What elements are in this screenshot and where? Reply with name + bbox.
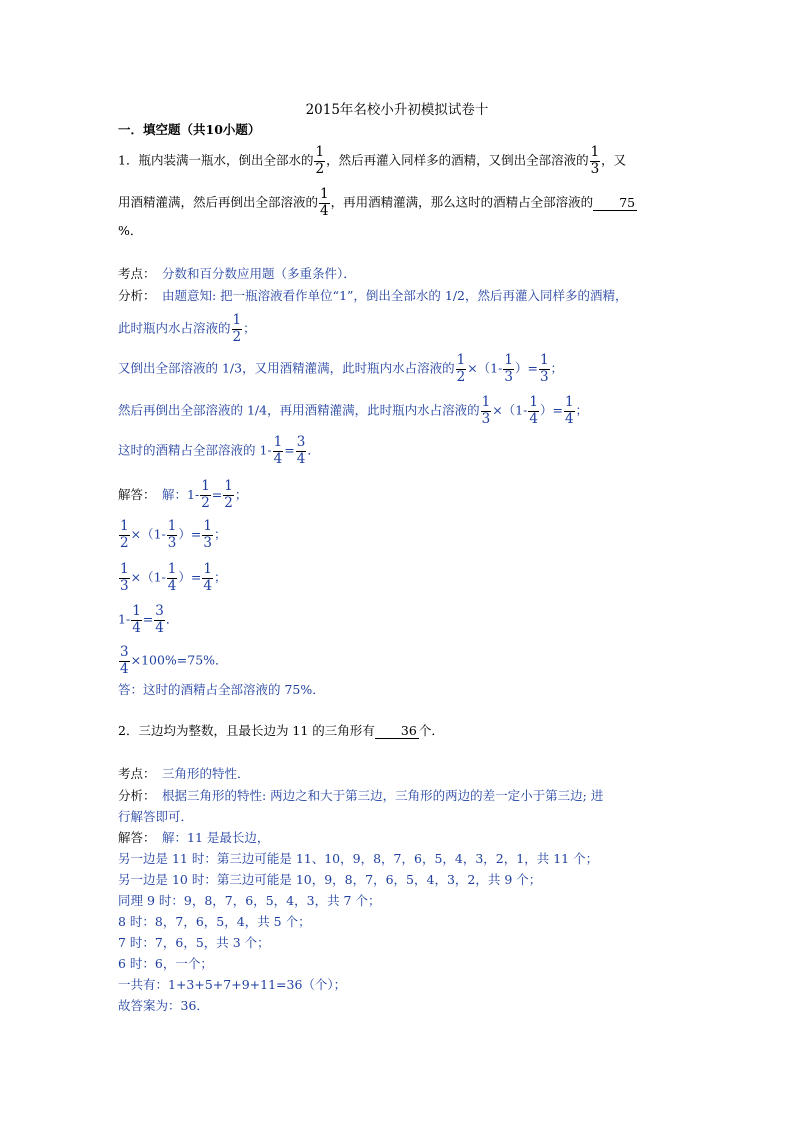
q2-step: 另一边是 10 时：第三边可能是 10，9，8，7，6，5，4，3，2，共 9 个； bbox=[118, 872, 542, 887]
fraction: $\frac{1}{4}$ bbox=[320, 186, 329, 219]
fraction: $\frac{1}{4}$ bbox=[203, 561, 212, 594]
fraction: $\frac{1}{4}$ bbox=[167, 561, 177, 594]
q1-final-answer: 答：这时的酒精占全部溶液的 75%． bbox=[118, 682, 325, 697]
fraction: $\frac{1}{3}$ bbox=[203, 518, 212, 551]
q1-line-1: 1．瓶内装满一瓶水，倒出全部水的 $\frac{1}{2}$ ，然后再灌入同样多的酒精，又倒出全部溶液的 $\frac{1}{3}$ ，又 bbox=[118, 144, 627, 177]
fraction: $\frac{1}{3}$ bbox=[504, 352, 513, 385]
q2-kaodian: 考点： 三角形的特性． bbox=[118, 766, 250, 781]
q1-fenxi-2: 此时瓶内水占溶液的 $\frac{1}{2}$ ； bbox=[118, 312, 256, 345]
q1-answer-blank: 75 bbox=[593, 195, 637, 211]
q2-final-answer: 故答案为：36． bbox=[118, 998, 209, 1013]
document-title: 2015年名校小升初模拟试卷十 bbox=[305, 102, 489, 118]
q1-line-3: %． bbox=[118, 223, 143, 238]
fraction: $\frac{1}{2}$ bbox=[224, 478, 233, 511]
fraction: $\frac{1}{4}$ bbox=[273, 434, 283, 467]
q1-kaodian: 考点： 分数和百分数应用题（多重条件）． bbox=[118, 266, 356, 281]
fraction: $\frac{1}{4}$ bbox=[529, 394, 538, 427]
q2-answer-blank: 36 bbox=[375, 723, 419, 739]
q2-fenxi-2: 行解答即可． bbox=[118, 809, 194, 824]
q1-fenxi-5: 这时的酒精占全部溶液的 1- $\frac{1}{4}$ = $\frac{3}{4}$ ． bbox=[118, 434, 320, 467]
fraction: $\frac{1}{2}$ bbox=[201, 478, 210, 511]
q2-jieda: 解答： 解：11 是最长边， bbox=[118, 830, 270, 845]
fraction: $\frac{3}{4}$ bbox=[296, 434, 306, 467]
fraction: $\frac{1}{3}$ bbox=[539, 352, 549, 385]
q2-number: 2． bbox=[118, 723, 139, 738]
fraction: $\frac{1}{3}$ bbox=[481, 394, 491, 427]
q2-line-1: 2．三边均为整数，且最长边为 11 的三角形有 36 个． bbox=[118, 723, 444, 738]
q1-jieda-4: 1- $\frac{1}{4}$ = $\frac{3}{4}$ ． bbox=[118, 603, 179, 636]
q1-jieda-1: 解答： 解：1- $\frac{1}{2}$ = $\frac{1}{2}$ ； bbox=[118, 478, 248, 511]
q2-step: 一共有：1+3+5+7+9+11=36（个）； bbox=[118, 977, 347, 992]
fraction: $\frac{1}{2}$ bbox=[232, 312, 242, 345]
q2-step: 另一边是 11 时：第三边可能是 11、10，9，8，7，6，5，4，3，2，1，共 11 个； bbox=[118, 851, 599, 866]
q1-jieda-3: $\frac{1}{3}$ ×（1- $\frac{1}{4}$ ）= $\frac{1}{4}$ ； bbox=[120, 561, 227, 594]
q2-step: 8 时：8，7，6，5，4，共 5 个； bbox=[118, 914, 311, 929]
fraction: $\frac{1}{2}$ bbox=[456, 352, 466, 385]
q2-step: 同理 9 时：9，8，7，6，5，4，3，共 7 个； bbox=[118, 893, 381, 908]
fraction: $\frac{1}{2}$ bbox=[120, 518, 129, 551]
fraction: $\frac{1}{3}$ bbox=[590, 144, 600, 177]
q1-fenxi-3: 又倒出全部溶液的 1/3，又用酒精灌满，此时瓶内水占溶液的 $\frac{1}{2}$ ×（1- $\frac{1}{3}$ ）= $\frac{1}{3}$ ； bbox=[118, 352, 564, 385]
q1-number: 1． bbox=[118, 152, 139, 168]
fraction: $\frac{1}{2}$ bbox=[315, 144, 325, 177]
fraction: $\frac{1}{3}$ bbox=[167, 518, 177, 551]
q2-fenxi-1: 分析： 根据三角形的特性: 两边之和大于第三边，三角形的两边的差一定小于第三边; 进 bbox=[118, 788, 604, 803]
q1-line-2: 用酒精灌满，然后再倒出全部溶液的 $\frac{1}{4}$ ，再用酒精灌满，那么这时的酒精占全部溶液的 75 bbox=[118, 186, 636, 219]
fraction: $\frac{1}{4}$ bbox=[564, 394, 574, 427]
fraction: $\frac{3}{4}$ bbox=[120, 644, 129, 677]
q1-jieda-5: $\frac{3}{4}$ ×100%=75%． bbox=[120, 644, 228, 677]
q1-fenxi-4: 然后再倒出全部溶液的 1/4，再用酒精灌满，此时瓶内水占溶液的 $\frac{1}{3}$ ×（1- $\frac{1}{4}$ ）= $\frac{1}{4}$ ； bbox=[118, 394, 589, 427]
fraction: $\frac{1}{4}$ bbox=[132, 603, 141, 636]
fraction: $\frac{3}{4}$ bbox=[155, 603, 164, 636]
fraction: $\frac{1}{3}$ bbox=[120, 561, 129, 594]
section-heading: 一．填空题（共10小题） bbox=[118, 122, 261, 137]
q2-step: 6 时：6，一个； bbox=[118, 956, 213, 971]
q1-fenxi-1: 分析： 由题意知: 把一瓶溶液看作单位“1”，倒出全部水的 1/2，然后再灌入同样多的酒精， bbox=[118, 288, 628, 303]
q2-step: 7 时：7，6，5，共 3 个； bbox=[118, 935, 270, 950]
q1-jieda-2: $\frac{1}{2}$ ×（1- $\frac{1}{3}$ ）= $\frac{1}{3}$ ； bbox=[120, 518, 227, 551]
